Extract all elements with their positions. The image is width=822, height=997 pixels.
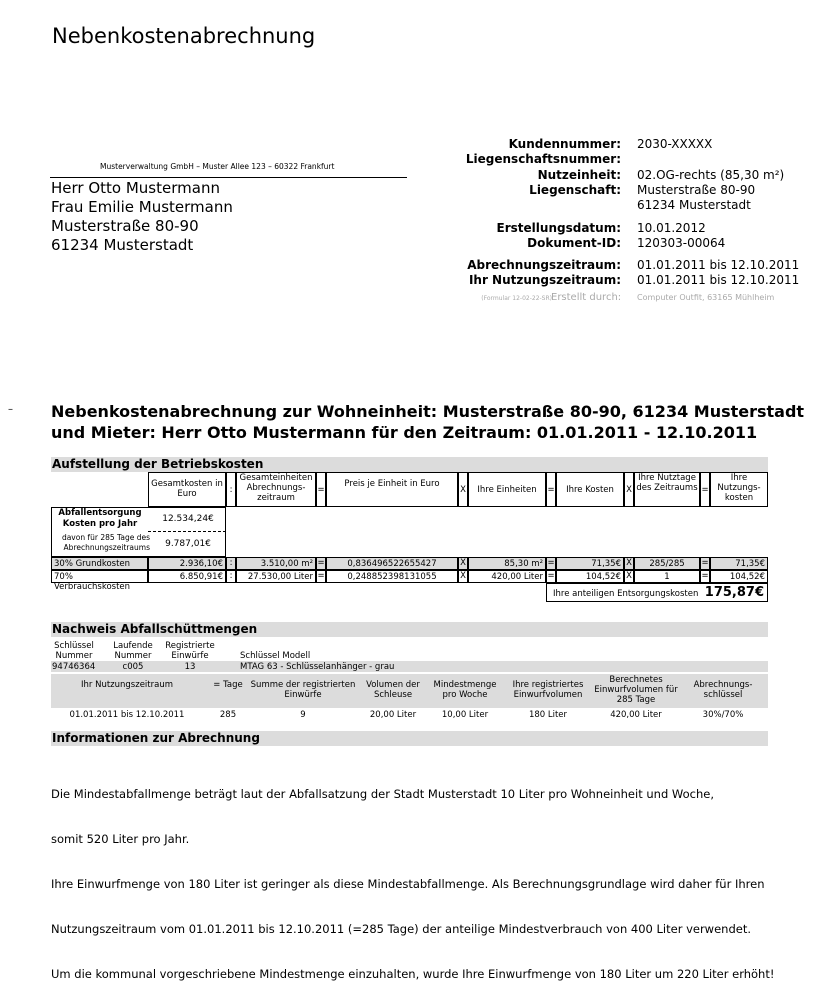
col-berechnet: Berechnetes Einwurfvolumen für 285 Tage xyxy=(594,675,678,705)
key-col-laufende-nummer: Laufende Nummer xyxy=(113,641,153,661)
cell-nutzungszeitraum: 01.01.2011 bis 12.10.2011 xyxy=(69,710,185,720)
col-op: : xyxy=(226,472,236,507)
row-label: 70% Verbrauchskosten xyxy=(51,570,148,583)
row-op: = xyxy=(547,558,555,568)
cell-schluessel: 30%/70% xyxy=(702,710,744,720)
col-op: X xyxy=(624,472,634,507)
row-preis: 0,836496522655427 xyxy=(326,557,458,570)
key-col-modell: Schlüssel Modell xyxy=(240,651,311,661)
key-nummer: 94746364 xyxy=(52,662,96,672)
key-row-bg xyxy=(51,661,768,672)
row-op: : xyxy=(226,557,236,570)
nachweis-title: Nachweis Abfallschüttmengen xyxy=(52,622,258,636)
nutzungszeitraum-label: Ihr Nutzungszeitraum: xyxy=(468,273,621,287)
key-modell: MTAG 63 - Schlüsselanhänger - grau xyxy=(240,662,395,672)
kundennummer-value: 2030-XXXXX xyxy=(637,137,713,151)
key-einwuerfe: 13 xyxy=(184,662,196,672)
col-gesamtkosten: Gesamtkosten in Euro xyxy=(148,472,226,507)
info-line: somit 520 Liter pro Jahr. xyxy=(51,832,190,846)
liegenschaftsnummer-label: Liegenschaftsnummer: xyxy=(465,152,621,166)
liegenschaft-value-2: 61234 Musterstadt xyxy=(637,198,751,212)
row-einheiten: 27.530,00 Liter xyxy=(236,570,316,583)
recipient-address xyxy=(51,179,233,255)
col-gesamteinheiten: Gesamteinheiten Abrechnungs-zeitraum xyxy=(236,472,316,507)
liegenschaft-label: Liegenschaft: xyxy=(529,183,621,197)
info-line: Ihre Einwurfmenge von 180 Liter ist geringer als diese Mindestabfallmenge. Als Berechnungsgrundlage wird daher für Ihren xyxy=(51,877,765,891)
row-nutzungskosten: 104,52€ xyxy=(710,570,768,583)
erstellungsdatum-label: Erstellungsdatum: xyxy=(496,221,621,235)
cell-tage: 285 xyxy=(219,710,237,720)
row-gesamtkosten: 6.850,91€ xyxy=(148,570,226,583)
col-op: X xyxy=(458,472,468,507)
cell-mindestmenge: 10,00 Liter xyxy=(441,710,489,720)
info-line: Nutzungszeitraum vom 01.01.2011 bis 12.10.2011 (=285 Tage) der anteilige Mindestverbrauch von 400 Liter verwendet. xyxy=(51,922,751,936)
row-op: = xyxy=(701,571,709,581)
betriebskosten-title: Aufstellung der Betriebskosten xyxy=(52,457,264,471)
col-op: = xyxy=(546,472,556,507)
row-preis: 0,248852398131055 xyxy=(326,570,458,583)
row-op: X xyxy=(624,570,634,583)
key-laufende: c005 xyxy=(122,662,144,672)
recipient-line: Herr Otto Mustermann xyxy=(51,179,220,197)
col-einwurfvolumen: Ihre registriertes Einwurfvolumen xyxy=(512,680,584,700)
col-mindestmenge: Mindestmenge pro Woche xyxy=(433,680,497,700)
betriebskosten-header xyxy=(51,457,768,472)
row-einheiten: 3.510,00 m² xyxy=(236,557,316,570)
recipient-line: Musterstraße 80-90 xyxy=(51,217,199,235)
total-label: Ihre anteiligen Entsorgungskosten xyxy=(553,589,699,599)
row-ihre-einheiten: 85,30 m² xyxy=(468,557,546,570)
col-ihre-kosten: Ihre Kosten xyxy=(556,472,624,507)
info-line: Um die kommunal vorgeschriebene Mindestmenge einzuhalten, wurde Ihre Einwurfmenge von 180 Liter um 220 Liter erhöht! xyxy=(51,967,775,981)
col-ihre-einheiten: Ihre Einheiten xyxy=(468,472,546,507)
document-title: Nebenkostenabrechnung xyxy=(52,24,316,48)
abrechnungszeitraum-label: Abrechnungszeitraum: xyxy=(467,258,621,272)
info-text xyxy=(51,757,774,997)
key-col-schluessel-nummer: Schlüssel Nummer xyxy=(54,641,94,661)
row-ihre-kosten: 104,52€ xyxy=(556,570,624,583)
row-gesamtkosten: 2.936,10€ xyxy=(148,557,226,570)
key-col-einwuerfe: Registrierte Einwürfe xyxy=(165,641,215,661)
row-ihre-kosten: 71,35€ xyxy=(556,557,624,570)
info-line: Die Mindestabfallmenge beträgt laut der Abfallsatzung der Stadt Musterstadt 10 Liter pro Wohneinheit und Woche, xyxy=(51,787,714,801)
erstellungsdatum-value: 10.01.2012 xyxy=(637,221,706,235)
col-tage: = Tage xyxy=(213,680,243,690)
row-nutztage: 285/285 xyxy=(634,557,700,570)
nutzungszeitraum-value: 01.01.2011 bis 12.10.2011 xyxy=(637,273,800,287)
kundennummer-label: Kundennummer: xyxy=(508,137,621,151)
col-nutzungszeitraum: Ihr Nutzungszeitraum xyxy=(81,680,173,690)
section-heading xyxy=(51,401,804,443)
abrechnungszeitraum-value: 01.01.2011 bis 12.10.2011 xyxy=(637,258,800,272)
row-ihre-einheiten: 420,00 Liter xyxy=(468,570,546,583)
row-nutzungskosten: 71,35€ xyxy=(710,557,768,570)
recipient-line: 61234 Musterstadt xyxy=(51,236,194,254)
abfall-value: 12.534,24€ xyxy=(162,514,214,524)
row-op: : xyxy=(226,570,236,583)
dokument-id-value: 120303-00064 xyxy=(637,236,726,250)
row-op: X xyxy=(624,557,634,570)
davon-label: davon für 285 Tage des Abrechnungszeitraums xyxy=(61,533,150,552)
row-op: X xyxy=(458,570,468,583)
total-value: 175,87€ xyxy=(704,585,764,600)
col-nutztage: Ihre Nutztage des Zeitraums xyxy=(634,472,700,507)
col-preis: Preis je Einheit in Euro xyxy=(326,472,458,507)
row-op: = xyxy=(317,558,325,568)
nachweis-header xyxy=(51,622,768,637)
row-op: = xyxy=(701,558,709,568)
col-op: = xyxy=(700,472,710,507)
liegenschaft-value-1: Musterstraße 80-90 xyxy=(637,183,756,197)
row-nutztage: 1 xyxy=(634,570,700,583)
cell-einwuerfe: 9 xyxy=(300,710,306,720)
col-op: = xyxy=(316,472,326,507)
info-header xyxy=(51,731,768,746)
cell-volumen: 20,00 Liter xyxy=(369,710,417,720)
heading-line-1: Nebenkostenabrechnung zur Wohneinheit: Musterstraße 80-90, 61234 Musterstadt xyxy=(51,402,805,421)
dokument-id-label: Dokument-ID: xyxy=(527,236,621,250)
row-label: 30% Grundkosten xyxy=(51,557,148,570)
abfall-label: Abfallentsorgung Kosten pro Jahr xyxy=(58,508,142,529)
row-op: = xyxy=(317,571,325,581)
row-op: = xyxy=(547,571,555,581)
sender-address: Musterverwaltung GmbH – Muster Allee 123 – 60322 Frankfurt xyxy=(100,162,335,171)
nutzeinheit-label: Nutzeinheit: xyxy=(537,168,621,182)
col-volumen: Volumen der Schleuse xyxy=(366,680,420,700)
col-schluessel: Abrechnungs-schlüssel xyxy=(693,680,753,700)
formular-id: (Formular 12-02-22-SR) xyxy=(481,295,552,302)
col-einwuerfe: Summe der registrierten Einwürfe xyxy=(250,680,356,700)
col-nutzungskosten: Ihre Nutzungs-kosten xyxy=(710,472,768,507)
erstellt-label: Erstellt durch: xyxy=(551,292,622,303)
heading-line-2: und Mieter: Herr Otto Mustermann für den Zeitraum: 01.01.2011 - 12.10.2011 xyxy=(51,423,758,442)
davon-value: 9.787,01€ xyxy=(165,539,211,549)
nutzeinheit-value: 02.OG-rechts (85,30 m²) xyxy=(637,168,785,182)
abfall-divider xyxy=(148,531,226,532)
info-title: Informationen zur Abrechnung xyxy=(52,731,260,745)
margin-mark: – xyxy=(8,404,13,415)
row-op: X xyxy=(458,557,468,570)
erstellt-value: Computer Outfit, 63165 Mühlheim xyxy=(637,293,775,302)
recipient-line: Frau Emilie Mustermann xyxy=(51,198,233,216)
cell-berechnet: 420,00 Liter xyxy=(610,710,662,720)
cell-einwurfvolumen: 180 Liter xyxy=(528,710,568,720)
